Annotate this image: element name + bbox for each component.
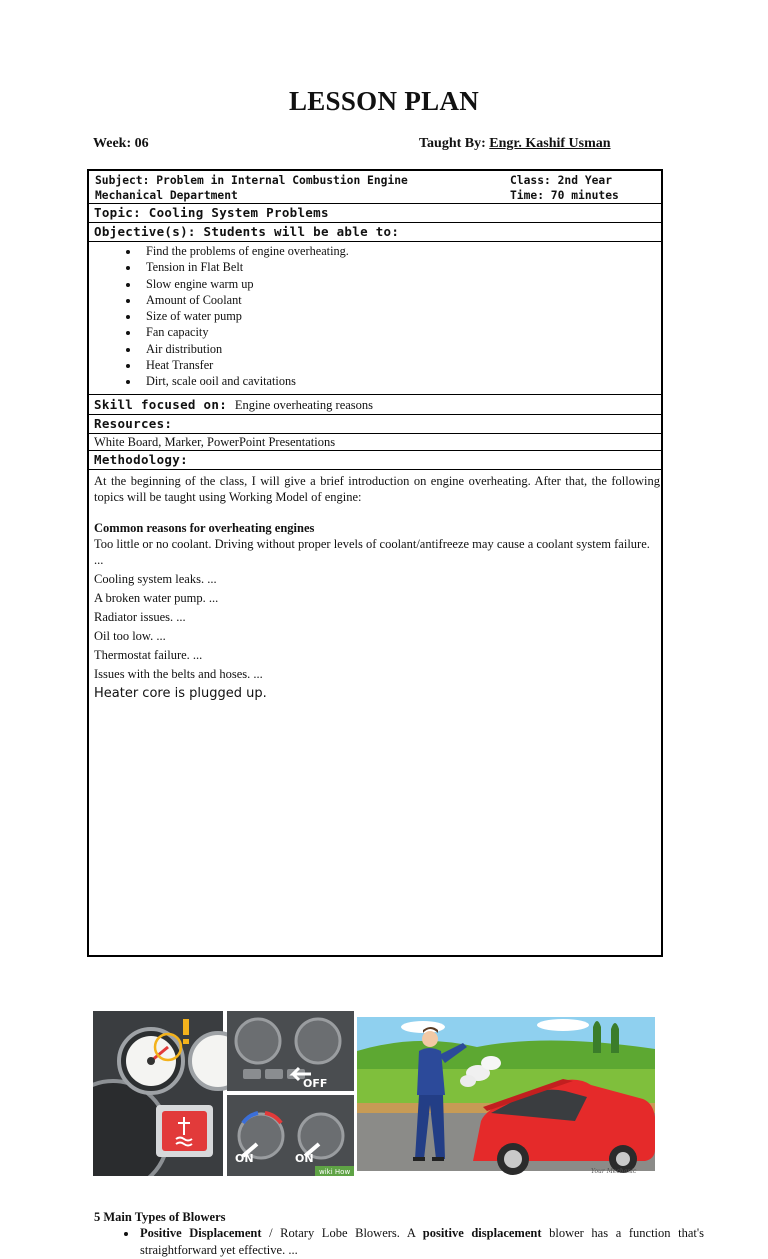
objective-item: • Dirt, scale ooil and cavitations (140, 373, 656, 389)
blower-term: positive displacement (422, 1226, 542, 1240)
objectives-row (89, 242, 661, 395)
blower-text: blower has a function that's straightforward yet effective. ... (140, 1226, 704, 1257)
reasons-heading: Common reasons for overheating engines (94, 521, 315, 535)
class: Class: 2nd Year (510, 174, 613, 187)
objective-item: • Fan capacity (140, 324, 656, 340)
teacher-name: Engr. Kashif Usman (489, 136, 611, 151)
blowers-list (94, 1225, 704, 1259)
methodology-heading: Methodology: (89, 451, 661, 470)
illustrator-signature: Your Mechanic (591, 1168, 637, 1175)
skill-row (89, 395, 661, 415)
resources-heading: Resources: (89, 415, 661, 434)
objective-item: • Slow engine warm up (140, 276, 656, 292)
reason-item: Cooling system leaks. ... (94, 572, 217, 586)
blowers-heading: 5 Main Types of Blowers (94, 1210, 226, 1224)
objective-item: • Heat Transfer (140, 357, 656, 373)
blower-term: Positive Displacement (140, 1226, 262, 1240)
reason-item: A broken water pump. ... (94, 591, 219, 605)
header-row (89, 171, 661, 204)
skill-label: Skill focused on: (94, 397, 228, 412)
methodology-body (89, 470, 704, 1257)
objective-item: • Air distribution (140, 341, 656, 357)
department: Mechanical Department (95, 189, 238, 202)
objective-item: • Tension in Flat Belt (140, 259, 656, 275)
page-title: LESSON PLAN (288, 86, 480, 116)
objectives-list (94, 243, 656, 390)
on-label-right: ON (295, 1152, 314, 1165)
objectives-heading: Objective(s): Students will be able to: (89, 223, 661, 242)
lesson-plan-table (87, 169, 704, 1257)
methodology-intro: At the beginning of the class, I will give a brief introduction on engine overheating. After that, the following topics will be taught using Working Model of engine: (94, 474, 660, 504)
heater-core-text: Heater core is plugged up. (94, 686, 267, 701)
subject: Subject: Problem in Internal Combustion Engine (95, 174, 408, 187)
taught-by-label: Taught By: (419, 136, 486, 151)
objective-item: • Amount of Coolant (140, 292, 656, 308)
on-label-left: ON (235, 1152, 254, 1165)
reason-item: Oil too low. ... (94, 629, 166, 643)
reason-item: Thermostat failure. ... (94, 648, 203, 662)
wikihow-mark: wiki How (319, 1168, 351, 1176)
week-label: Week: 06 (93, 136, 149, 151)
resources-value: White Board, Marker, PowerPoint Presentations (89, 434, 661, 451)
taught-by (419, 136, 611, 152)
reason-item: Issues with the belts and hoses. ... (94, 667, 263, 681)
overheating-illustrations (93, 1011, 655, 1176)
gauge-cluster-illustration (93, 1011, 246, 1176)
overheating-car-illustration (357, 1011, 655, 1176)
reason-item: Too little or no coolant. Driving without proper levels of coolant/antifreeze may cause a coolant system failure. ... (94, 537, 650, 567)
off-label: OFF (303, 1077, 328, 1090)
time: Time: 70 minutes (510, 189, 619, 202)
objective-item: • Find the problems of engine overheating. (140, 243, 656, 259)
blower-text: / Rotary Lobe Blowers. A (261, 1226, 423, 1240)
climate-control-illustration (227, 1011, 354, 1176)
objective-item: • Size of water pump (140, 308, 656, 324)
blower-item (138, 1225, 704, 1259)
skill-value: Engine overheating reasons (234, 398, 374, 412)
topic-row: Topic: Cooling System Problems (89, 204, 661, 223)
reason-item: Radiator issues. ... (94, 610, 186, 624)
